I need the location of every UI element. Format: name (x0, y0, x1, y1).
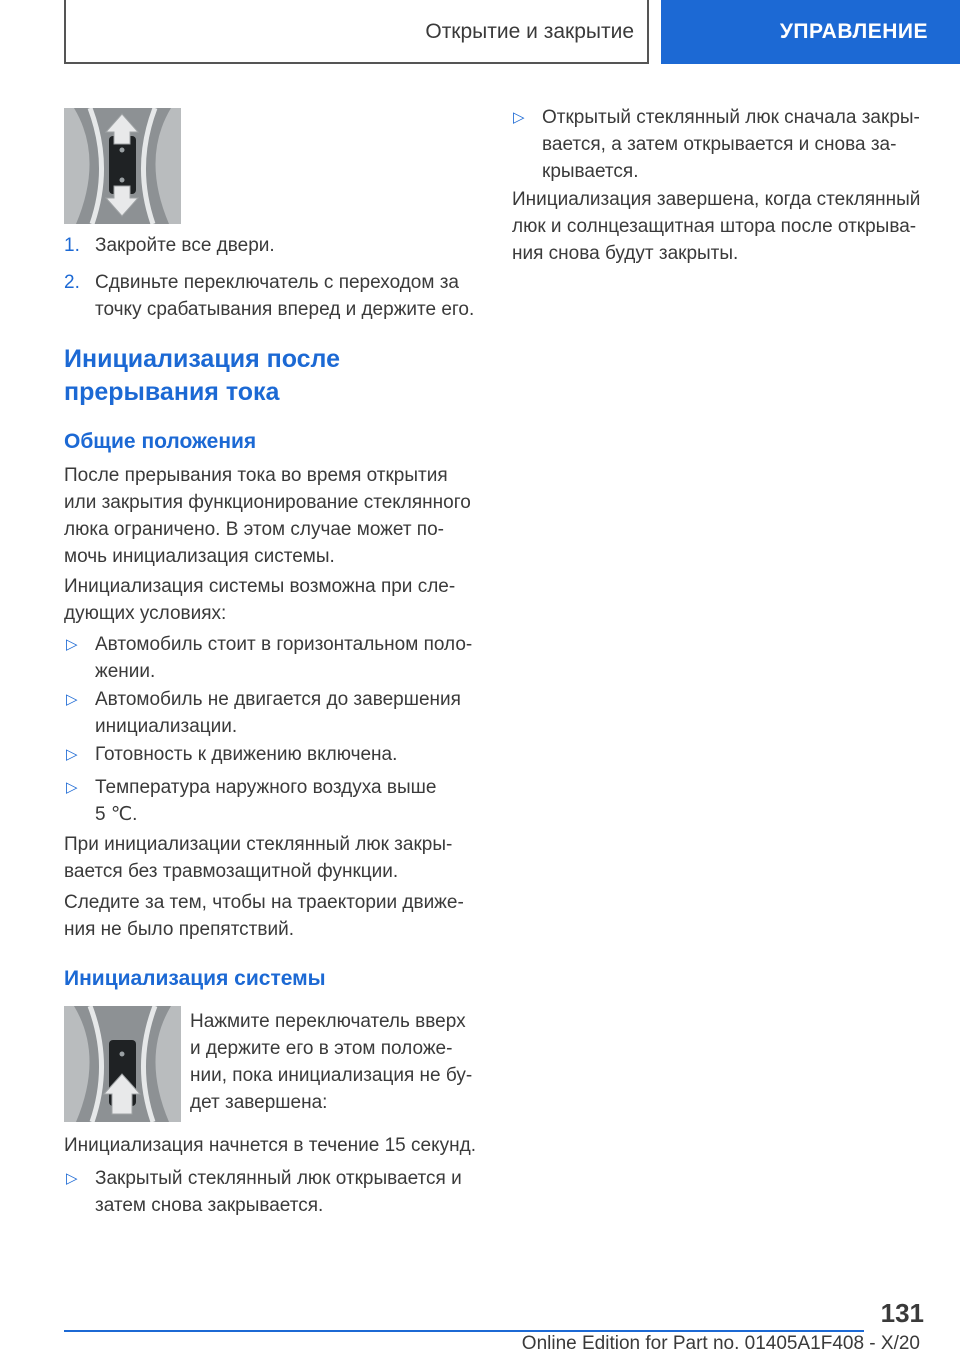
subsection-heading: Инициализация системы (64, 967, 326, 990)
footer-divider (64, 1330, 864, 1332)
paragraph-line: Инициализация начнется в течение 15 секунд. (64, 1135, 476, 1156)
switch-forward-illustration (64, 108, 181, 224)
paragraph-line: Следите за тем, чтобы на траектории движе- (64, 892, 464, 913)
subsection-heading: Общие положения (64, 430, 257, 453)
bullet-text: инициализации. (95, 716, 238, 737)
bullet-text: жении. (95, 661, 156, 682)
sunroof-switch-forward-image (64, 108, 181, 224)
bullet-text: Закрытый стеклянный люк открывается и (95, 1168, 462, 1189)
bullet-text: Открытый стеклянный люк сначала закры- (542, 107, 920, 128)
paragraph-line: ния снова будут закрыты. (512, 243, 739, 264)
step-text: Закройте все двери. (95, 235, 275, 256)
bullet-text: Автомобиль не двигается до завершения (95, 689, 461, 710)
bullet-text: Готовность к движению включена. (95, 744, 398, 765)
step-text: Сдвиньте переключатель с переходом за (95, 272, 459, 293)
paragraph-line: люк и солнцезащитная штора после открыва- (512, 216, 917, 237)
bullet-triangle-icon: ▷ (66, 691, 78, 708)
paragraph-line: дующих условиях: (64, 603, 227, 624)
step-text: точку срабатывания вперед и держите его. (95, 299, 475, 320)
paragraph-line: мочь инициализация системы. (64, 546, 335, 567)
paragraph-line: ния не было препятствий. (64, 919, 294, 940)
paragraph-line: Инициализация системы возможна при сле- (64, 576, 456, 597)
bullet-triangle-icon: ▷ (66, 636, 78, 653)
paragraph-line: или закрытия функционирование стеклянного (64, 492, 471, 513)
bullet-triangle-icon: ▷ (66, 779, 78, 796)
edition-info: Online Edition for Part no. 01405A1F408 - X/20 (521, 1333, 920, 1354)
paragraph-line: При инициализации стеклянный люк закры- (64, 834, 453, 855)
switch-up-illustration (64, 1006, 181, 1122)
page-number: 131 (880, 1298, 924, 1328)
bullet-triangle-icon: ▷ (66, 1170, 78, 1187)
bullet-triangle-icon: ▷ (513, 109, 525, 126)
step-number: 2. (64, 272, 80, 293)
paragraph-line: После прерывания тока во время открытия (64, 465, 448, 486)
step-number: 1. (64, 235, 80, 256)
bullet-text: вается, а затем открывается и снова за- (542, 134, 897, 155)
bullet-text: крывается. (542, 161, 639, 182)
sunroof-switch-up-image (64, 1006, 181, 1122)
bullet-text: 5 ℃. (95, 804, 138, 825)
section-heading: Инициализация после (64, 345, 341, 373)
bullet-text: затем снова закрывается. (95, 1195, 324, 1216)
paragraph-line: люка ограничено. В этом случае может по- (64, 519, 444, 540)
bullet-text: Автомобиль стоит в горизонтальном поло- (95, 634, 473, 655)
section-tab[interactable]: УПРАВЛЕНИЕ (661, 0, 960, 64)
figure-caption-line: Нажмите переключатель вверх (190, 1011, 466, 1032)
figure-caption-line: дет завершена: (190, 1092, 328, 1113)
figure-caption-line: и держите его в этом положе- (190, 1038, 453, 1059)
section-heading: прерывания тока (64, 378, 280, 406)
bullet-triangle-icon: ▷ (66, 746, 78, 763)
paragraph-line: Инициализация завершена, когда стеклянный (512, 189, 921, 210)
figure-caption-line: нии, пока инициализация не бу- (190, 1065, 473, 1086)
paragraph-line: вается без травмозащитной функции. (64, 861, 399, 882)
bullet-text: Температура наружного воздуха выше (95, 777, 437, 798)
chapter-title: Открытие и закрытие (425, 20, 634, 43)
